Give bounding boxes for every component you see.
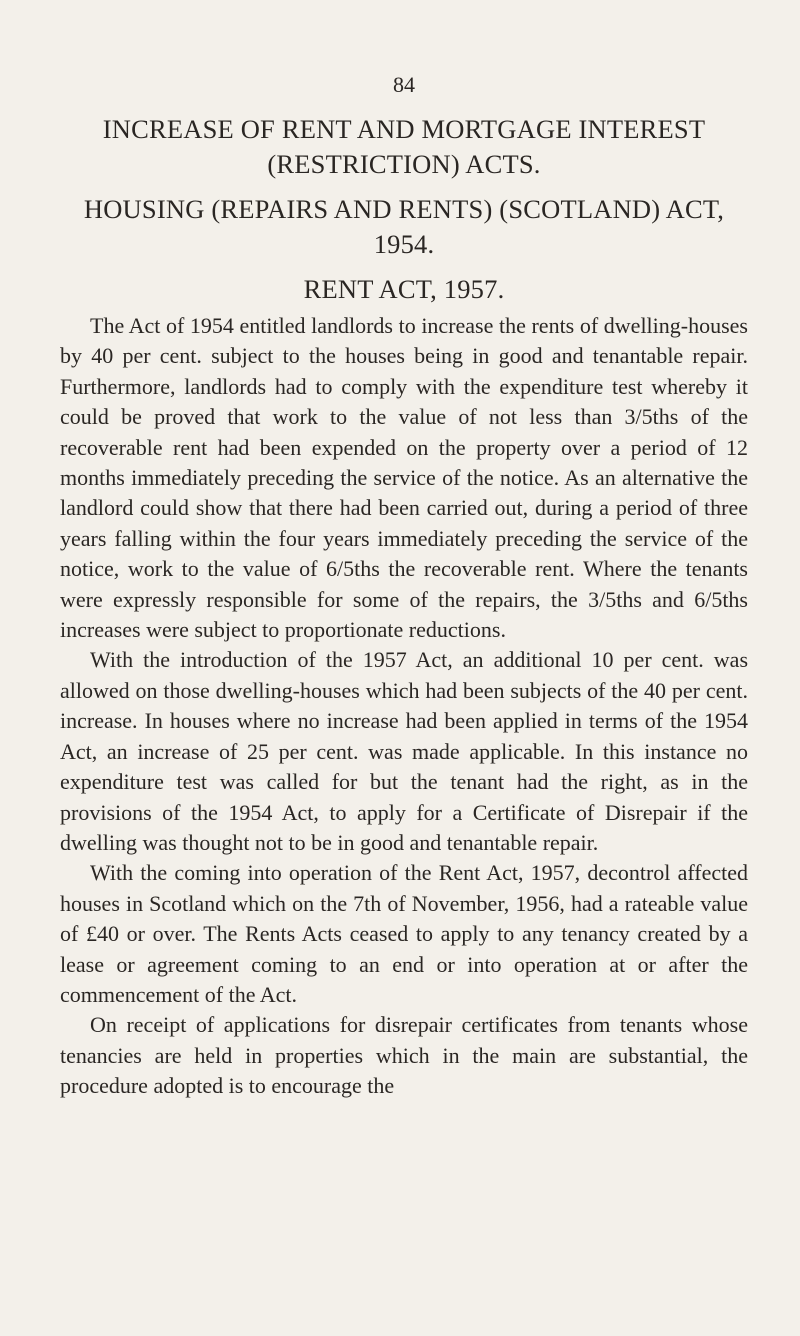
heading-rent-restriction-acts: INCREASE OF RENT AND MORTGAGE INTEREST (RESTRICTION) ACTS. [102, 114, 706, 179]
heading-housing-scotland-act: HOUSING (REPAIRS AND RENTS) (SCOTLAND) ACT, 1954. [83, 194, 725, 259]
body-text [60, 311, 748, 1102]
paragraph-1957-act: With the introduction of the 1957 Act, an additional 10 per cent. was allowed on those dwelling-houses which had been subjects of the 40 per cent. increase. In houses where no increase had been applied in terms of the 1954 Act, an increase of 25 per cent. was made applicable. In this instance no expenditure test was called for but the tenant had the right, as in the provisions of the 1954 Act, to apply for a Certificate of Disrepair if the dwelling was thought not to be in good and tenantable repair. [60, 647, 748, 855]
heading-rent-act-1957: RENT ACT, 1957. [303, 274, 505, 304]
paragraph-1954-act: The Act of 1954 entitled landlords to increase the rents of dwelling-houses by 40 per cent. subject to the houses being in good and tenantable repair. Furthermore, landlords had to comply with the expenditure test whereby it could be proved that work to the value of not less than 3/5ths of the recoverable rent had been expended on the property over a period of 12 months immediately preceding the service of the notice. As an alternative the landlord could show that there had been carried out, during a period of three years falling within the four years immediately preceding the service of the notice, work to the value of 6/5ths the recoverable rent. Where the tenants were expressly responsible for some of the repairs, the 3/5ths and 6/5ths increases were subject to proportionate reductions. [60, 313, 748, 643]
paragraph-decontrol: With the coming into operation of the Rent Act, 1957, decontrol affected houses in Scotland which on the 7th of November, 1956, had a rateable value of £40 or over. The Rents Acts ceased to apply to any tenancy created by a lease or agreement coming to an end or into operation at or after the commencement of the Act. [60, 860, 748, 1007]
paragraph-disrepair-certificates: On receipt of applications for disrepair certificates from tenants whose tenancies are held in properties which in the main are substantial, the procedure adopted is to encourage the [60, 1012, 748, 1099]
page-number: 84 [393, 72, 415, 97]
